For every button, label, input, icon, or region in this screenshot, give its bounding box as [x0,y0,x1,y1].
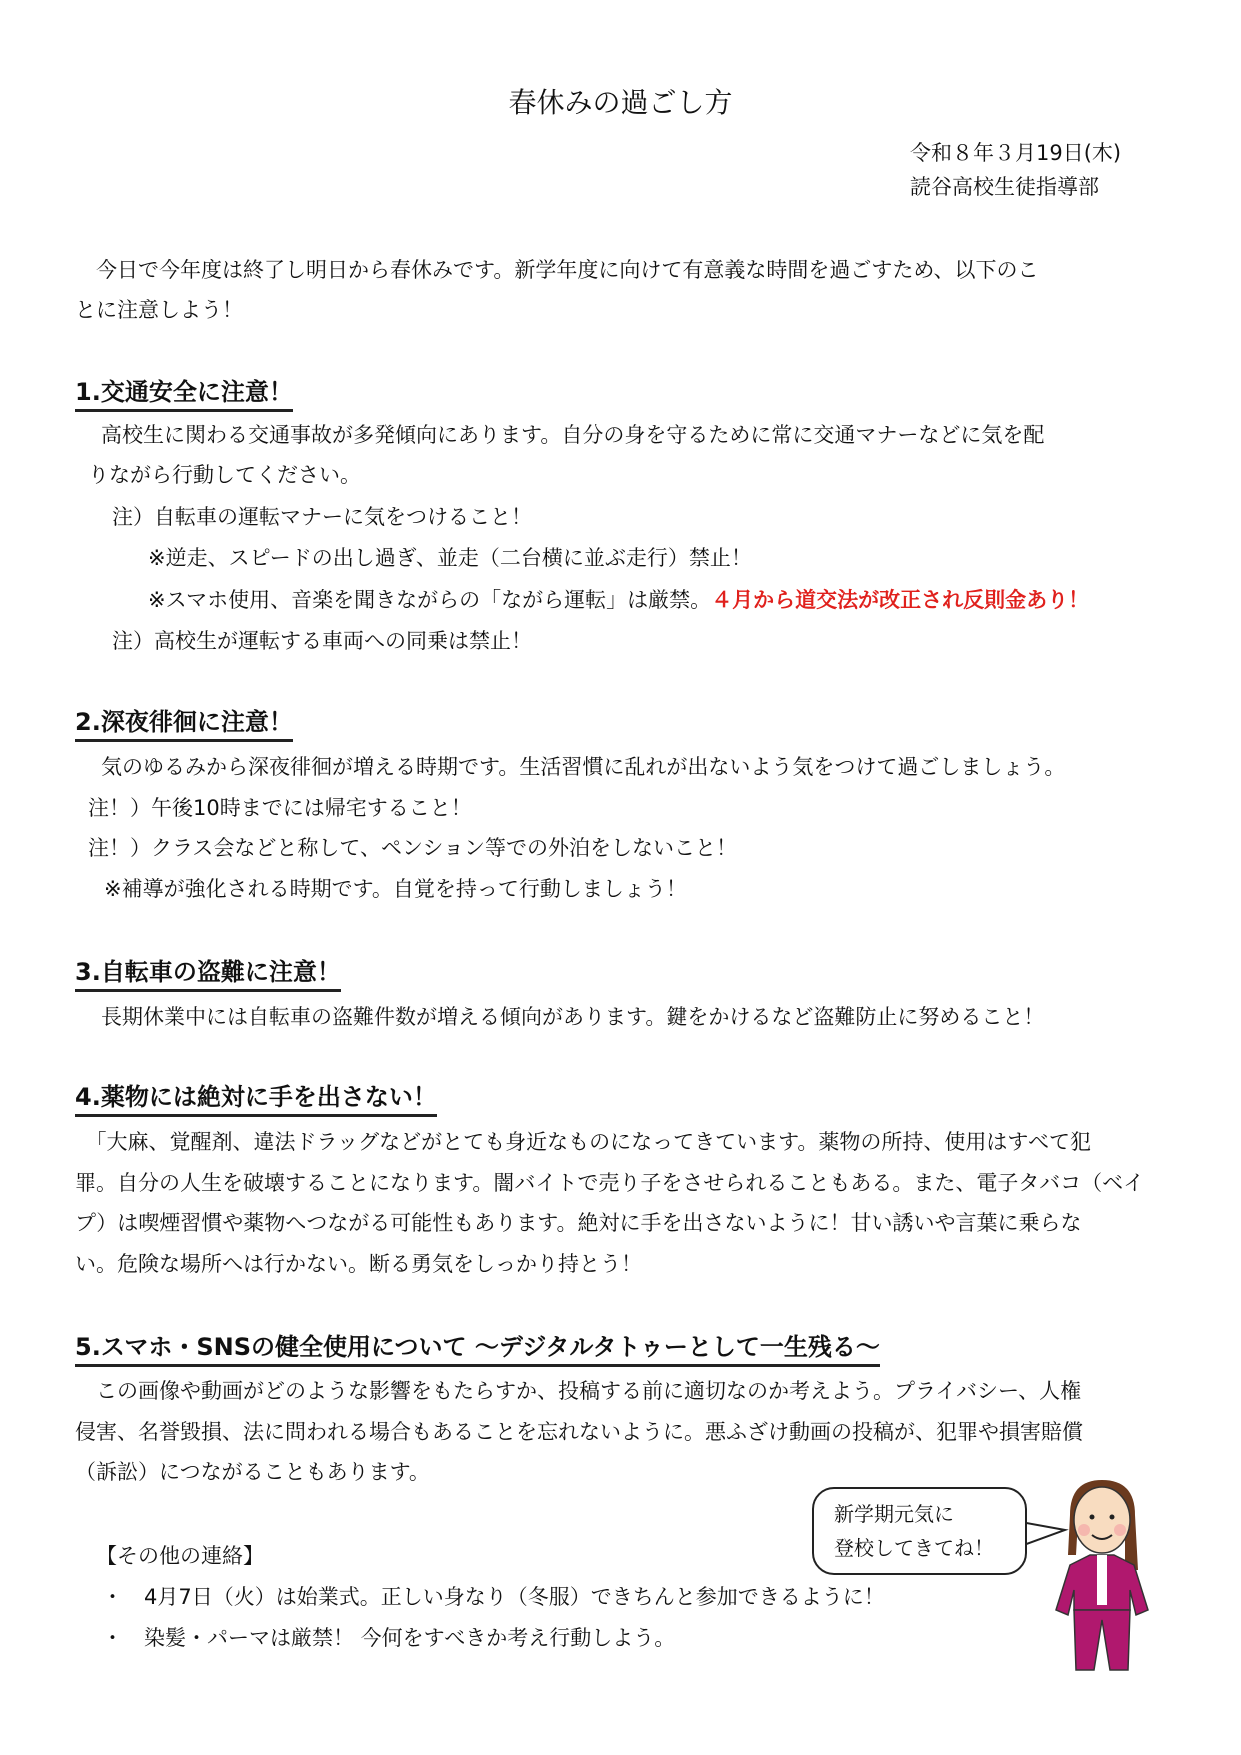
law-change-highlight: ４月から道交法が改正され反則金あり！ [711,588,1090,612]
section-5-line: 侵害、名誉毀損、法に問われる場合もあることを忘れないように。悪ふざけ動画の投稿が、犯罪や損害賠償 [75,1420,1083,1444]
section-1-line [148,586,1089,614]
department: 読谷高校生徒指導部 [910,175,1099,199]
section-3-line: 長期休業中には自転車の盗難件数が増える傾向があります。鍵をかけるなど盗難防止に努めること！ [80,1005,1045,1029]
section-4-line: 罪。自分の人生を破壊することになります。闇バイトで売り子をさせられることもある。また、電子タバコ（ベイ [75,1171,1145,1195]
section-2-line: 気のゆるみから深夜徘徊が増える時期です。生活習慣に乱れが出ないよう気をつけて過ごしましょう。 [80,755,1066,779]
speech-bubble [812,1487,1027,1575]
section-1-line: ※逆走、スピードの出し過ぎ、並走（二台横に並ぶ走行）禁止！ [148,546,752,570]
section-5-line: この画像や動画がどのような影響をもたらすか、投稿する前に適切なのか考えよう。プライバシー、人権 [75,1379,1082,1403]
intro-line: とに注意しよう！ [75,298,243,322]
section-2-line: ※補導が強化される時期です。自覚を持って行動しましょう！ [104,877,687,901]
date: 令和８年３月19日(木) [910,141,1122,165]
bubble-line: 登校してきてね！ [834,1536,994,1560]
section-4-heading: 4.薬物には絶対に手を出さない！ [75,1081,437,1117]
section-1-line: 注）自転車の運転マナーに気をつけること！ [112,505,532,529]
page-title: 春休みの過ごし方 [508,86,733,119]
section-1-line: 注）高校生が運転する車両への同乗は禁止！ [112,629,532,653]
section-2-line: 注！）午後10時までには帰宅すること！ [88,796,472,820]
section-5-line: （訴訟）につながることもあります。 [75,1460,430,1484]
other-item: ・ 染髪・パーマは厳禁！ 今何をすべきか考え行動しよう。 [102,1626,676,1650]
other-heading: 【その他の連絡】 [96,1544,264,1568]
other-item: ・ 4月7日（火）は始業式。正しい身なり（冬服）できちんと参加できるように！ [102,1585,885,1609]
student-illustration [1040,1475,1160,1675]
section-4-line: い。危険な場所へは行かない。断る勇気をしっかり持とう！ [75,1252,642,1276]
section-5-heading: 5.スマホ・SNSの健全使用について ～デジタルタトゥーとして一生残る～ [75,1331,880,1367]
section-1-line-text: ※スマホ使用、音楽を聞きながらの「ながら運転」は厳禁。 [148,588,712,612]
bubble-line: 新学期元気に [834,1502,954,1526]
section-1-heading: 1.交通安全に注意！ [75,376,293,412]
intro-line: 今日で今年度は終了し明日から春休みです。新学年度に向けて有意義な時間を過ごすため、以下のこ [75,258,1039,282]
section-4-line: 「大麻、覚醒剤、違法ドラッグなどがとても身近なものになってきています。薬物の所持、使用はすべて犯 [75,1130,1091,1154]
section-1-line: 高校生に関わる交通事故が多発傾向にあります。自分の身を守るために常に交通マナーなどに気を配 [80,423,1045,447]
section-2-heading: 2.深夜徘徊に注意！ [75,706,293,742]
section-2-line: 注！）クラス会などと称して、ペンション等での外泊をしないこと！ [88,836,738,860]
section-4-line: プ）は喫煙習慣や薬物へつながる可能性もあります。絶対に手を出さないように！甘い誘いや言葉に乗らな [75,1211,1082,1235]
section-1-line: りながら行動してください。 [88,463,361,487]
section-3-heading: 3.自転車の盗難に注意！ [75,956,341,992]
